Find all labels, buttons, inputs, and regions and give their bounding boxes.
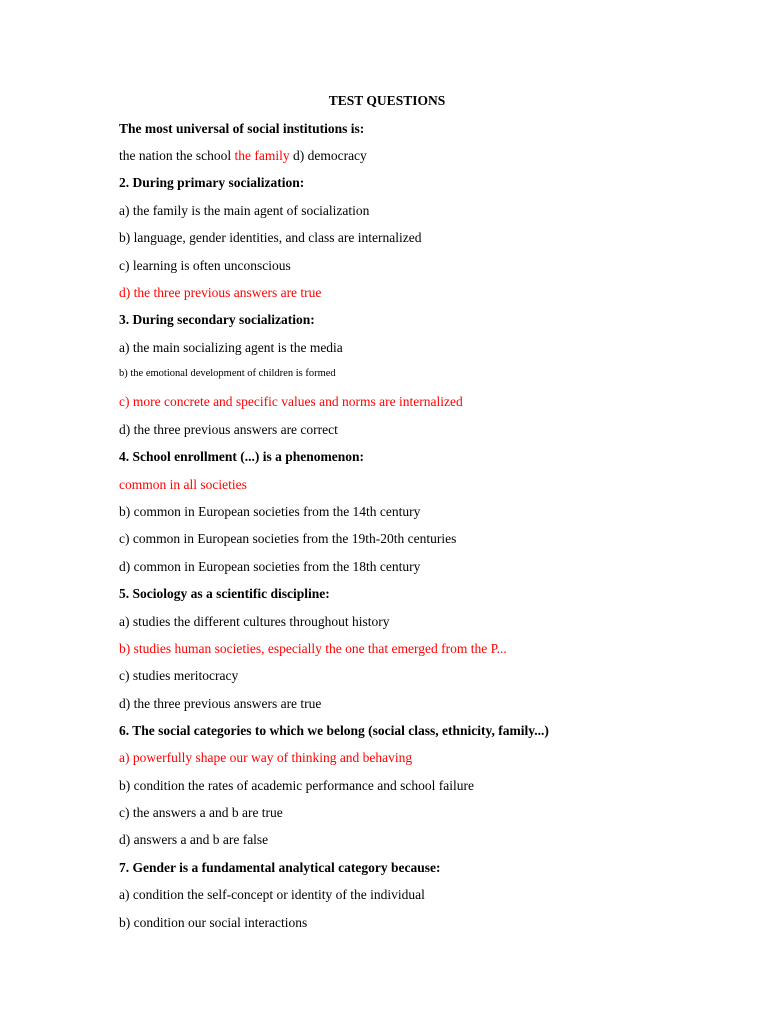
question-2-option-c: c) learning is often unconscious — [119, 258, 291, 273]
question-4-option-c: c) common in European societies from the 19th-20th centuries — [119, 531, 457, 546]
question-5-option-c: c) studies meritocracy — [119, 668, 239, 683]
question-1-options — [119, 147, 367, 165]
question-6-option-d: d) answers a and b are false — [119, 832, 269, 847]
document-title: TEST QUESTIONS — [328, 93, 446, 108]
question-7-option-b: b) condition our social interactions — [119, 915, 308, 930]
question-2-option-a: a) the family is the main agent of socialization — [119, 203, 370, 218]
question-3-correct-answer: c) more concrete and specific values and norms are internalized — [119, 394, 463, 409]
question-2: 2. During primary socialization: — [119, 175, 305, 190]
question-5-correct-answer: b) studies human societies, especially the one that emerged from the P... — [119, 641, 507, 656]
question-4-option-d: d) common in European societies from the 18th century — [119, 559, 421, 574]
question-4-option-b: b) common in European societies from the 14th century — [119, 504, 421, 519]
question-2-correct-answer: d) the three previous answers are true — [119, 285, 322, 300]
question-5-option-d: d) the three previous answers are true — [119, 696, 322, 711]
question-6: 6. The social categories to which we belong (social class, ethnicity, family...) — [119, 723, 549, 738]
question-6-option-b: b) condition the rates of academic performance and school failure — [119, 778, 474, 793]
question-7: 7. Gender is a fundamental analytical category because: — [119, 860, 441, 875]
question-2-option-b: b) language, gender identities, and class are internalized — [119, 230, 422, 245]
question-4: 4. School enrollment (...) is a phenomenon: — [119, 449, 365, 464]
question-5-option-a: a) studies the different cultures throughout history — [119, 614, 390, 629]
question-3-option-d: d) the three previous answers are correct — [119, 422, 338, 437]
question-3-option-b: b) the emotional development of children is formed — [119, 368, 336, 379]
question-6-option-c: c) the answers a and b are true — [119, 805, 283, 820]
question-6-correct-answer: a) powerfully shape our way of thinking and behaving — [119, 750, 413, 765]
question-1: The most universal of social institutions is: — [119, 121, 365, 136]
question-1-options-text: the nation the school — [119, 148, 235, 163]
question-3: 3. During secondary socialization: — [119, 312, 315, 327]
question-1-option-d: d) democracy — [289, 148, 367, 163]
question-3-option-a: a) the main socializing agent is the media — [119, 340, 343, 355]
question-7-option-a: a) condition the self-concept or identity of the individual — [119, 887, 425, 902]
question-4-correct-answer: common in all societies — [119, 477, 247, 492]
question-5: 5. Sociology as a scientific discipline: — [119, 586, 330, 601]
question-1-correct-answer: the family — [234, 148, 290, 163]
